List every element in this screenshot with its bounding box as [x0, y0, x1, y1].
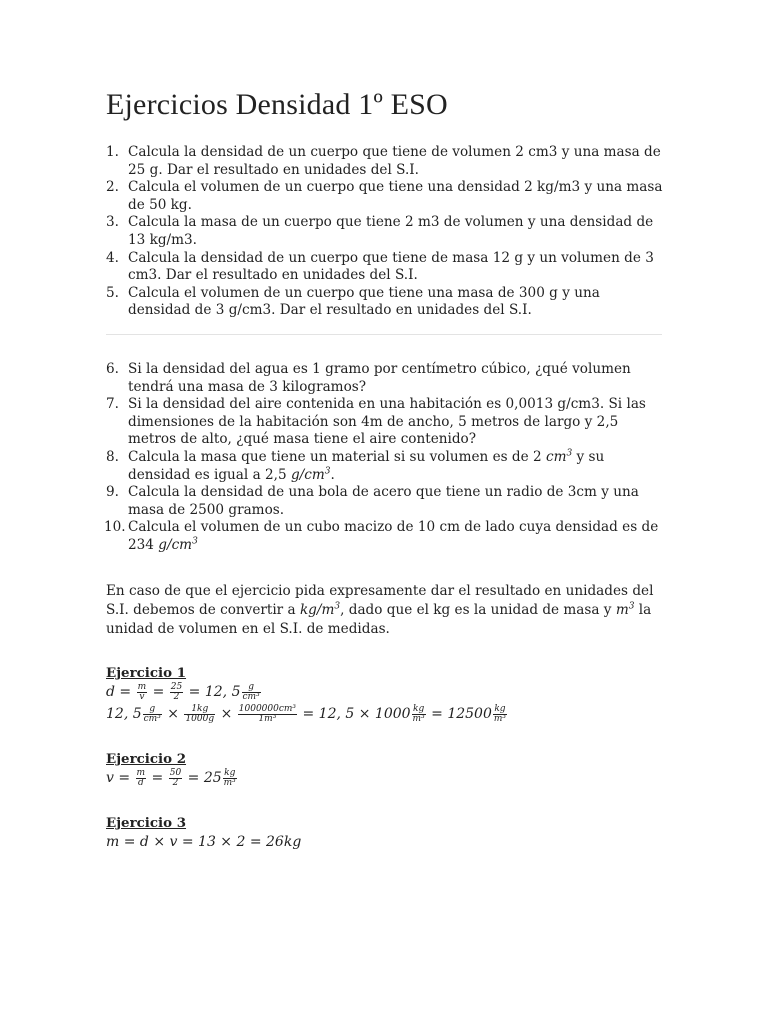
fraction: $\frac{\text{1000000cm³}}{\text{1m³}}$	[238, 703, 297, 724]
fraction: $\frac{kg}{\text{m³}}$	[493, 703, 507, 724]
list-item-text: Si la densidad del agua es 1 gramo por centímetro cúbico, ¿qué volumen tendrá una masa de 3 kilogramos?	[128, 360, 631, 395]
list-item: 2. Calcula el volumen de un cuerpo que tiene una densidad 2 kg/m3 y una masa de 50 kg.	[106, 179, 663, 213]
list-item-text: Calcula la densidad de un cuerpo que tiene de volumen 2 cm3 y una masa de 25 g. Dar el resultado en unidades del S.I.	[128, 144, 661, 178]
exercise-list-second	[106, 361, 666, 555]
fraction: $\frac{50}{2}$	[169, 767, 182, 788]
equation-line: v = $\frac{m}{d}$ = $\frac{50}{2}$ = 25 $\frac{kg}{\text{m³}}$	[106, 767, 236, 788]
math-m3: $m^3$	[615, 601, 635, 619]
page-title: Ejercicios Densidad 1º ESO	[106, 88, 448, 121]
math-g-cm3: $g/cm^3$	[158, 536, 198, 553]
exercise-title: Ejercicio 3	[106, 815, 187, 832]
exercise-list-first	[106, 144, 666, 320]
fraction: $\frac{kg}{\text{m³}}$	[412, 703, 425, 724]
list-item-text: Calcula la masa que tiene un material si su volumen es de 2 $cm^3$ y su densidad es igual a 2,5 $g/cm^3$.	[128, 448, 605, 483]
list-item: 4. Calcula la densidad de un cuerpo que tiene de masa 12 g y un volumen de 3 cm3. Dar el resultado en unidades del S.I.	[106, 249, 654, 284]
list-item-text: Calcula la densidad de un cuerpo que tiene de masa 12 g y un volumen de 3 cm3. Dar el resultado en unidades del S.I.	[128, 249, 654, 284]
math-cm3: $cm^3$	[545, 448, 573, 465]
list-item: 3. Calcula la masa de un cuerpo que tiene 2 m3 de volumen y una densidad de 13 kg/m3.	[106, 214, 654, 248]
list-item: 6. Si la densidad del agua es 1 gramo por centímetro cúbico, ¿qué volumen tendrá una masa de 3 kilogramos?	[106, 360, 631, 395]
list-item: 7. Si la densidad del aire contenida en una habitación es 0,0013 g/cm3. Si las dimensiones de la habitación son 4m de ancho, 5 metros de largo y 2,5 metros de alto, ¿qué masa tiene el aire contenido?	[106, 396, 646, 448]
list-item: 9. Calcula la densidad de una bola de acero que tiene un radio de 3cm y una masa de 2500 gramos.	[106, 484, 639, 518]
exercise-1-solution	[106, 665, 666, 725]
fraction: $\frac{1kg}{1000g}$	[185, 703, 215, 724]
fraction: $\frac{g}{\text{cm³}}$	[242, 681, 260, 702]
fraction: $\frac{kg}{\text{m³}}$	[223, 767, 236, 788]
equation-line: d = $\frac{m}{v}$ = $\frac{25}{2}$ = 12, 5 $\frac{g}{\text{cm³}}$	[106, 681, 260, 702]
fraction: $\frac{25}{2}$	[170, 681, 183, 702]
list-item-text: Si la densidad del aire contenida en una habitación es 0,0013 g/cm3. Si las dimensiones de la habitación son 4m de ancho, 5 metros de largo y 2,5 metros de alto, ¿qué masa tiene el aire contenido?	[128, 396, 646, 448]
list-item-text: Calcula la masa de un cuerpo que tiene 2 m3 de volumen y una densidad de 13 kg/m3.	[128, 214, 654, 248]
list-item: 8. Calcula la masa que tiene un material si su volumen es de 2 $cm^3$ y su densidad es igual a 2,5 $g/cm^3$.	[106, 448, 605, 483]
equation-line: 12, 5 $\frac{g}{\text{cm³}}$ × $\frac{1kg}{1000g}$ × $\frac{\text{1000000cm³}}{\text{1m³}}$ = 12, 5 × 1000 $\frac{kg}{\text{m³}}$ = 12500 $\frac{kg}{\text{m³}}$	[106, 703, 507, 724]
equation-line: m = d × v = 13 × 2 = 26kg	[106, 834, 302, 851]
list-item: 1. Calcula la densidad de un cuerpo que tiene de volumen 2 cm3 y una masa de 25 g. Dar el resultado en unidades del S.I.	[106, 144, 661, 178]
fraction: $\frac{g}{\text{cm³}}$	[143, 703, 161, 724]
list-item-text: Calcula la densidad de una bola de acero que tiene un radio de 3cm y una masa de 2500 gramos.	[128, 484, 639, 518]
fraction: $\frac{m}{d}$	[136, 767, 146, 788]
math-kg-m3: $kg/m^3$	[299, 601, 341, 619]
exercise-3-solution	[106, 815, 666, 853]
document	[106, 88, 666, 853]
list-item-text: Calcula el volumen de un cubo macizo de 10 cm de lado cuya densidad es de 234 $g/cm^3$	[128, 519, 659, 553]
math-g-cm3: $g/cm^3$	[290, 465, 331, 483]
list-item: 10. Calcula el volumen de un cubo macizo de 10 cm de lado cuya densidad es de 234 $g/cm^3$	[104, 519, 659, 553]
exercise-2-solution	[106, 751, 666, 789]
fraction: $\frac{m}{v}$	[137, 681, 147, 702]
section-divider	[106, 334, 662, 335]
exercise-title: Ejercicio 2	[106, 751, 187, 768]
list-item: 5. Calcula el volumen de un cuerpo que tiene una masa de 300 g y una densidad de 3 g/cm3. Dar el resultado en unidades del S.I.	[106, 284, 600, 319]
exercise-title: Ejercicio 1	[106, 665, 187, 682]
list-item-text: Calcula el volumen de un cuerpo que tiene una masa de 300 g y una densidad de 3 g/cm3. Dar el resultado en unidades del S.I.	[128, 284, 600, 319]
list-item-text: Calcula el volumen de un cuerpo que tiene una densidad 2 kg/m3 y una masa de 50 kg.	[128, 179, 663, 213]
si-units-note: En caso de que el ejercicio pida expresamente dar el resultado en unidades del S.I. debemos de convertir a $kg/m^3$, dado que el kg es la unidad de masa y $m^3$ la unidad de volumen en el S.I. de medidas.	[106, 583, 654, 638]
